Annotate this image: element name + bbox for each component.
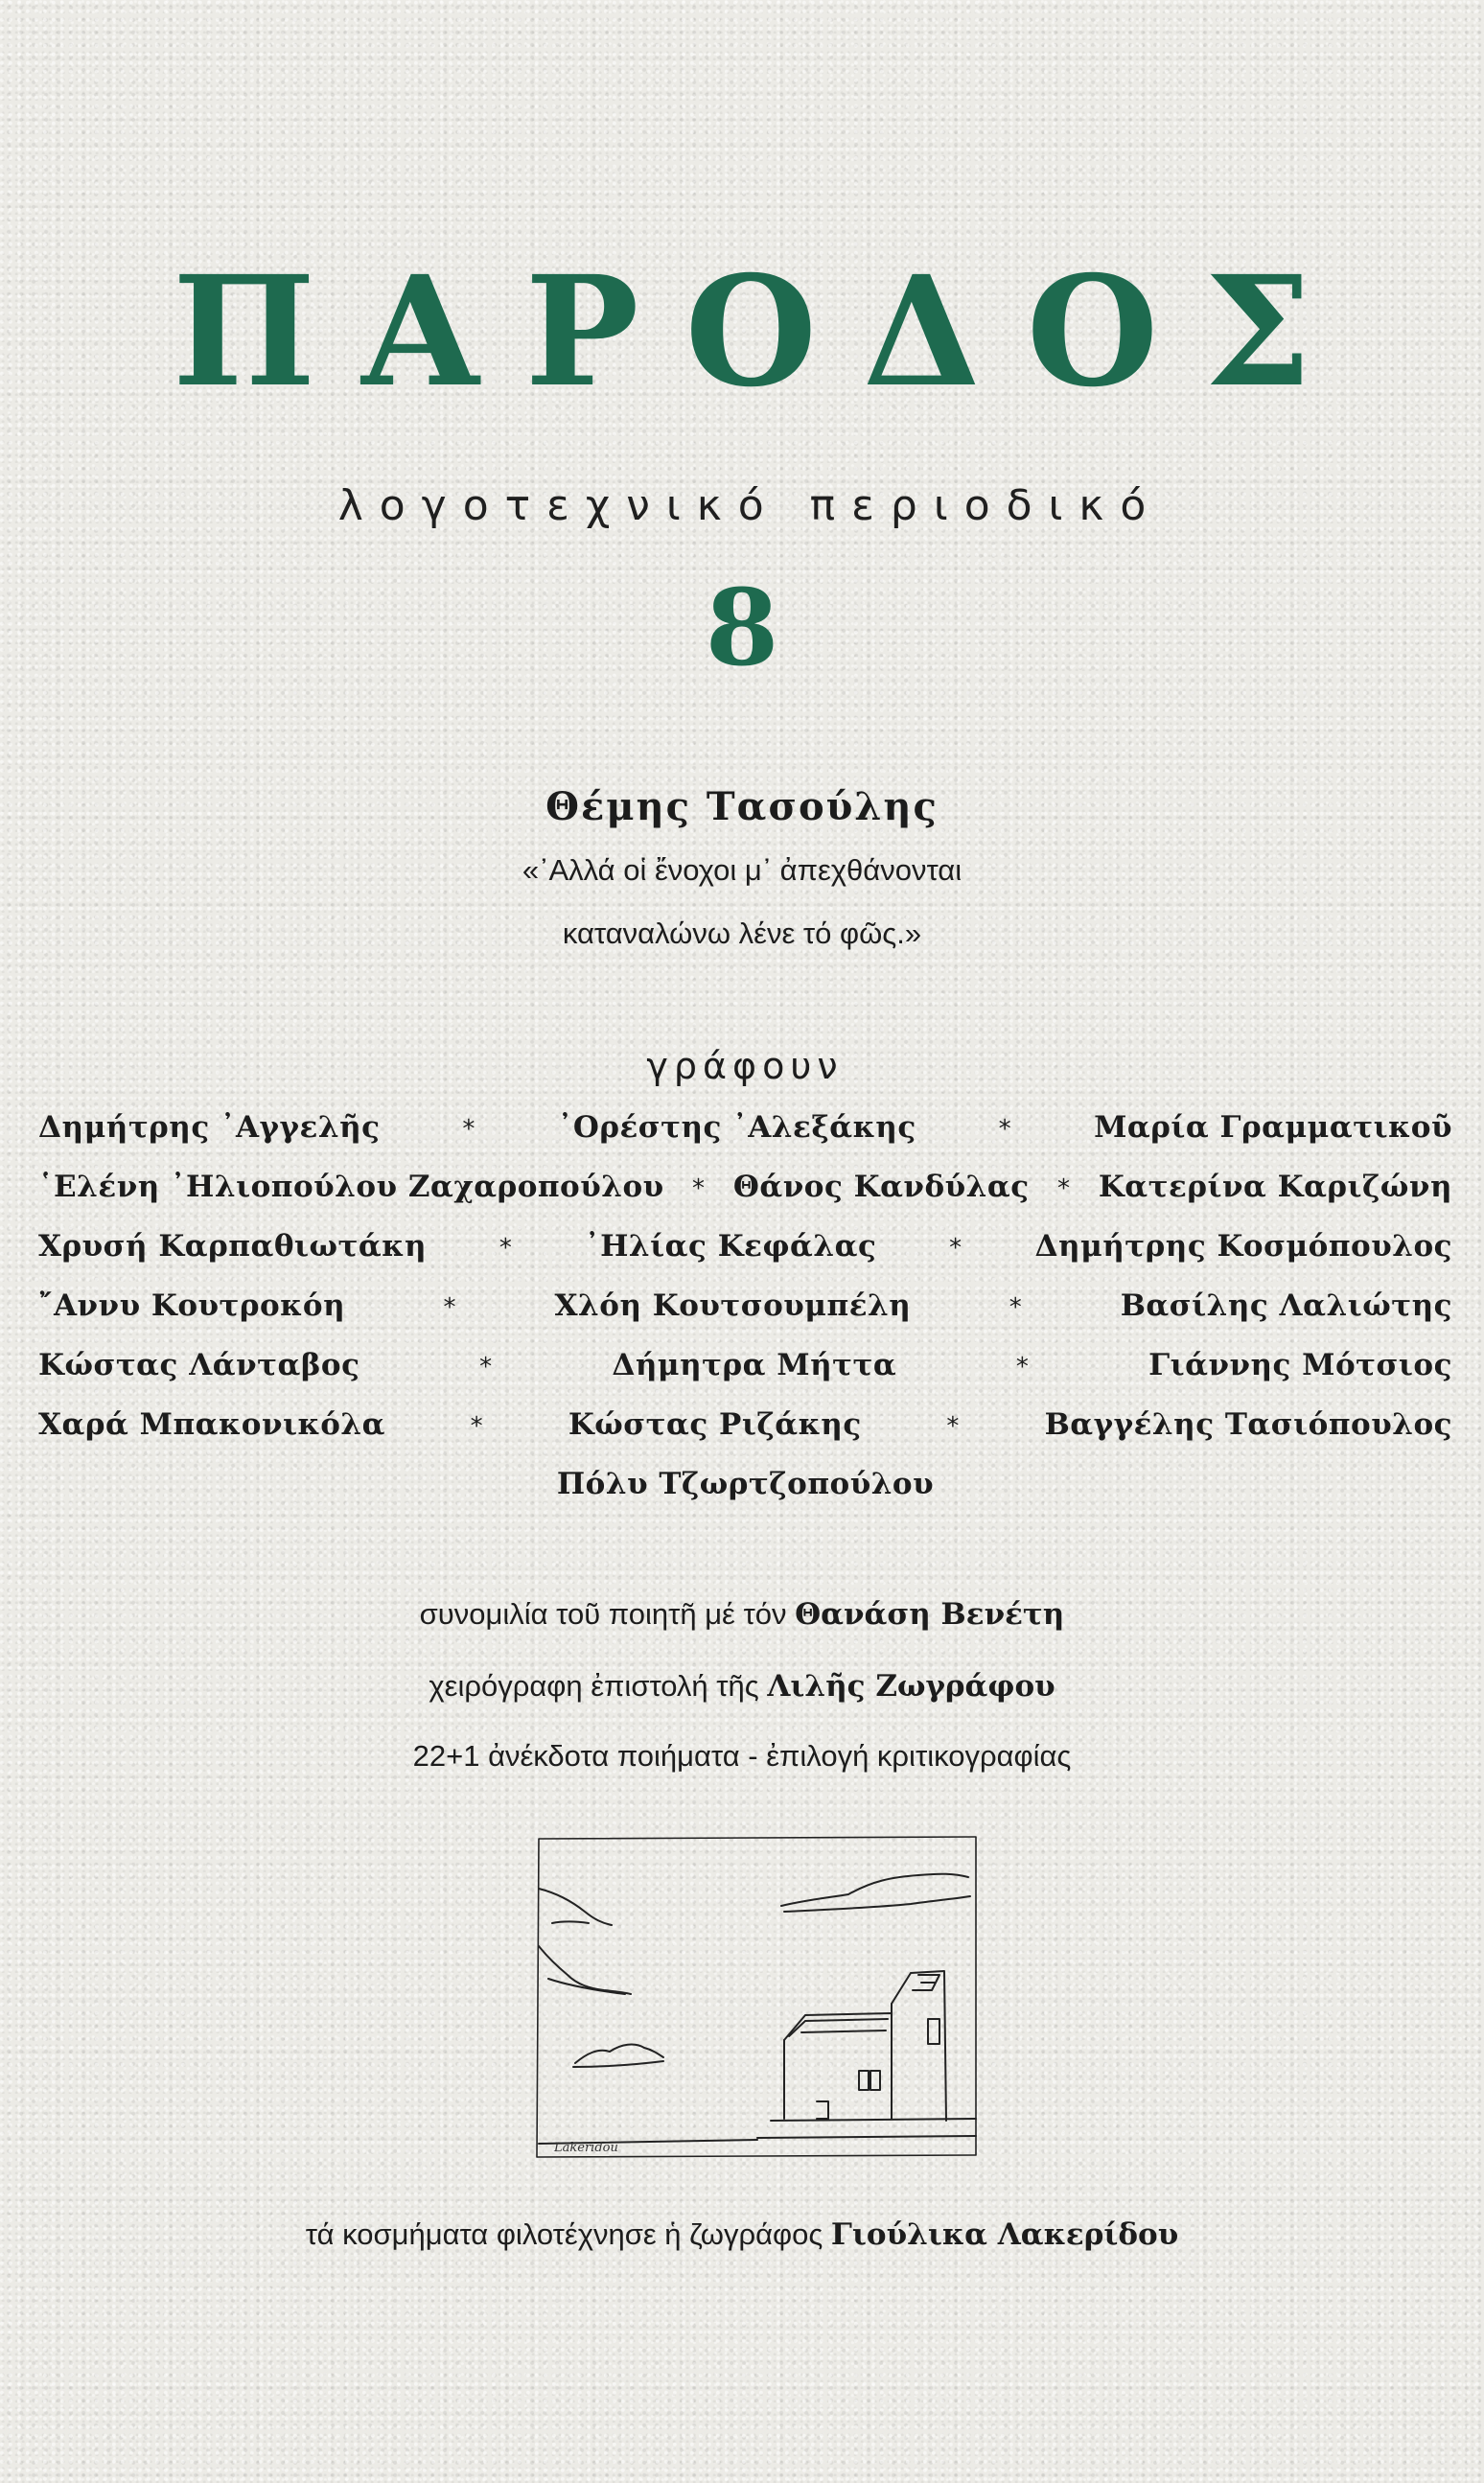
interview-name: Θανάση Βενέτη [795,1597,1065,1632]
house-window-1 [859,2071,869,2090]
contributor-name: Κατερίνα Καριζώνη [1098,1170,1452,1204]
separator-asterisk: * [443,1293,457,1322]
quote-line-2: καταναλώνω λένε τό φῶς.» [562,917,922,950]
separator-asterisk: * [479,1353,493,1381]
contributor-row [38,1288,1452,1348]
drawing-signature: Lakeridou [554,2141,618,2155]
issue-number: 8 [705,566,779,689]
separator-asterisk: * [462,1115,475,1144]
tower-outline [892,1971,946,2121]
cloud-left-top [539,1889,612,1925]
ground-line [771,2119,976,2121]
contributor-name: Δήμητρα Μήττα [612,1348,897,1382]
contributor-name: Θάνος Κανδύλας [732,1170,1030,1204]
contributor-name: ᾽Ηλίας Κεφάλας [585,1229,877,1264]
drawing-frame [537,1837,976,2157]
contributor-name: Βασίλης Λαλιώτης [1120,1288,1452,1323]
contributors-list [38,1110,1452,1526]
contributor-name: Κώστας Ριζάκης [568,1407,862,1442]
contributor-row [38,1110,1452,1170]
featured-poet: Θέμης Τασούλης [545,784,939,829]
contributor-name: Δημήτρης ᾽Αγγελῆς [38,1110,381,1145]
contributor-row [38,1407,1452,1467]
separator-asterisk: * [949,1234,962,1263]
contributor-row [38,1229,1452,1288]
contributor-name: Γιάννης Μότσιος [1148,1348,1452,1382]
contributor-name: Κώστας Λάνταβος [38,1348,360,1382]
contributor-row [38,1467,1452,1526]
quote-line-1: «᾽Αλλά οἱ ἔνοχοι μ᾽ ἀπεχθάνονται [522,853,962,887]
illustration-credit [0,2219,1484,2250]
cloud-left-top-base [552,1922,589,1924]
poems-line: 22+1 ἀνέκδοτα ποιήματα - ἐπιλογή κριτικογραφίας [412,1739,1072,1773]
landscape-drawing [518,1831,978,2167]
separator-asterisk: * [1009,1293,1023,1322]
credit-name: Γιούλικα Λακερίδου [830,2217,1179,2252]
cloud-small [575,2045,663,2063]
letter-text: χειρόγραφη ἐπιστολή τῆς [429,1669,759,1703]
contributor-name: Χλόη Κουτσουμπέλη [554,1288,912,1323]
house-door [817,2101,828,2119]
contributor-row [38,1348,1452,1407]
contributor-name: ῎Αννυ Κουτροκόη [38,1288,346,1323]
tower-window [928,2019,939,2044]
separator-asterisk: * [1056,1174,1071,1203]
contributor-name: Δημήτρης Κοσμόπουλος [1034,1229,1452,1264]
contributors-label: γράφουν [646,1045,844,1087]
contributor-row [38,1170,1452,1229]
separator-asterisk: * [499,1234,513,1263]
separator-asterisk: * [692,1174,706,1203]
interview-line [0,1599,1484,1630]
contributor-name: ᾽Ορέστης ᾽Αλεξάκης [557,1110,916,1145]
separator-asterisk: * [946,1412,960,1441]
contributor-name: Χαρά Μπακονικόλα [38,1407,385,1442]
house-roof-line [801,2030,886,2032]
magazine-title: ΠΑΡΟΔΟΣ [172,244,1358,421]
magazine-subtitle: λογοτεχνικό περιοδικό [337,481,1163,530]
house-window-2 [870,2071,880,2090]
letter-line [0,1671,1484,1702]
credit-text: τά κοσμήματα φιλοτέχνησε ἡ ζωγράφος [305,2217,823,2251]
house-roof-inner [789,2019,888,2036]
separator-asterisk: * [1015,1353,1030,1381]
ground-line-2 [757,2136,976,2138]
interview-text: συνομιλία τοῦ ποιητῆ μέ τόν [419,1597,787,1631]
contributor-name: Πόλυ Τζωρτζοπούλου [556,1467,935,1501]
contributor-name: Μαρία Γραμματικοῦ [1094,1110,1452,1145]
letter-name: Λιλῆς Ζωγράφου [767,1669,1055,1704]
contributor-name: Βαγγέλης Τασιόπουλος [1044,1407,1452,1442]
contributor-name: Χρυσή Καρπαθιωτάκη [38,1229,428,1264]
house-roof [784,2013,892,2115]
cloud-top-right-base [784,1896,970,1912]
contributor-name: ῾Ελένη ᾽Ηλιοπούλου Ζαχαροπούλου [38,1170,664,1204]
separator-asterisk: * [998,1115,1012,1144]
separator-asterisk: * [470,1412,484,1441]
cloud-small-base [573,2061,663,2067]
